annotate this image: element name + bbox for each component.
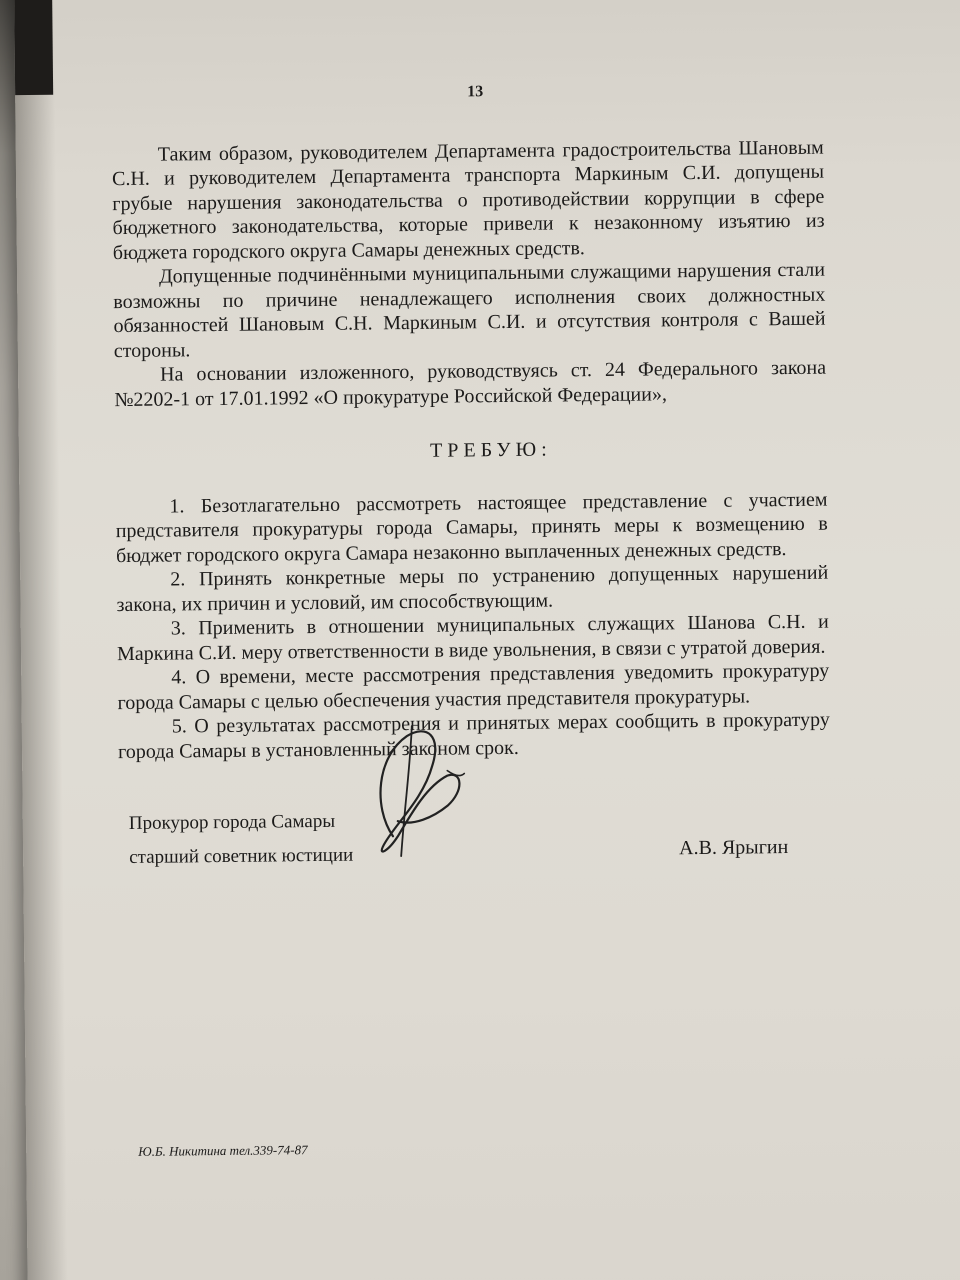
signer-rank: старший советник юстиции: [129, 844, 354, 868]
document-page: [14, 0, 960, 1280]
footer-contact: Ю.Б. Никитина тел.339-74-87: [138, 1142, 308, 1159]
demand-heading: ТРЕБУЮ:: [429, 438, 552, 462]
signer-position: Прокурор города Самары: [128, 810, 336, 834]
demand-item: 2. Принять конкретные меры по устранению допущенных нарушений закона, их причин и условий, им способствующим.: [116, 561, 829, 616]
handwritten-signature: [352, 715, 484, 866]
signer-name: А.В. Ярыгин: [678, 836, 789, 860]
page-number: 13: [467, 83, 484, 101]
demand-item: 1. Безотлагательно рассмотреть настоящее представление с участием представителя прокуратуры города Самары, принять меры к возмещению в бюджет городского округа Самара незаконно выплаченных денежных средств.: [115, 488, 828, 567]
paragraph: На основании изложенного, руководствуясь ст. 24 Федерального закона №2202-1 от 17.01.1992 «О прокуратуре Российской Федерации»,: [114, 356, 827, 411]
demand-item: 3. Применить в отношении муниципальных служащих Шанова С.Н. и Маркина С.И. меру ответственности в виде увольнения, в связи с утратой доверия.: [116, 610, 829, 665]
demand-item: 4. О времени, месте рассмотрения представления уведомить прокуратуру города Самары с целью обеспечения участия представителя прокуратуры.: [117, 659, 830, 714]
dark-corner: [14, 0, 53, 95]
demand-item: 5. О результатах рассмотрения и принятых мерах сообщить в прокуратуру города Самары в установленный законом срок.: [117, 708, 830, 763]
paragraph: Допущенные подчинёнными муниципальными служащими нарушения стали возможны по причине ненадлежащего исполнения своих должностных обязанностей Шановым С.Н. Маркиным С.И. и отсутствия контроля с Вашей стороны.: [113, 258, 826, 362]
paragraph: Таким образом, руководителем Департамента градостроительства Шановым С.Н. и руководителем Департамента транспорта Маркиным С.И. допущены грубые нарушения законодательства о противодействии коррупции в сфере бюджетного законодательства, которые привели к незаконному изъятию из бюджета городского округа Самары денежных средств.: [111, 136, 825, 264]
